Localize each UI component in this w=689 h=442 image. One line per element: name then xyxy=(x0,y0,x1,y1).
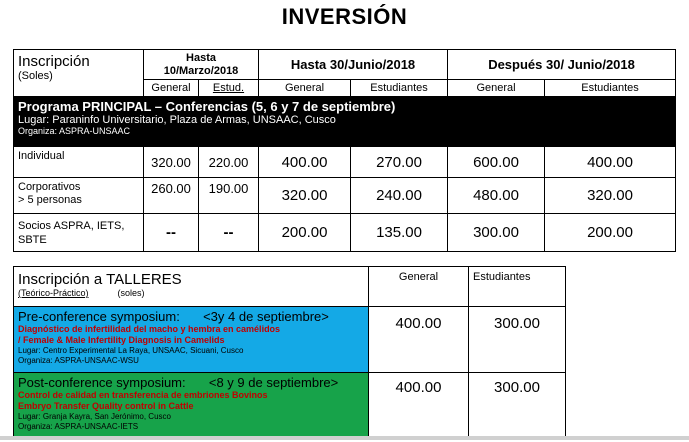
cell-estudiantes-3: 200.00 xyxy=(545,214,676,252)
registration-table xyxy=(13,49,676,252)
workshops-sub-right: (soles) xyxy=(117,288,145,298)
workshops-sub xyxy=(18,288,364,298)
program-lugar: Lugar: Paraninfo Universitario, Plaza de Armas, UNSAAC, Cusco xyxy=(18,114,336,126)
post-conference-general: 400.00 xyxy=(369,373,469,437)
inscripcion-sub: (Soles) xyxy=(18,70,53,82)
pre-conference-line1: Diagnóstico de infertilidad del macho y hembra en camélidos xyxy=(18,324,281,334)
row-label: Individual xyxy=(14,147,144,178)
post-conference-estudiantes: 300.00 xyxy=(469,373,566,437)
page-title: INVERSIÓN xyxy=(281,4,408,29)
program-title: Programa PRINCIPAL – Conferencias (5, 6 y 7 de septiembre) xyxy=(18,99,396,114)
pre-conference-lugar: Lugar: Centro Experimental La Raya, UNSAAC, Sicuani, Cusco xyxy=(18,346,244,355)
pre-conference-dates: <3y 4 de septiembre> xyxy=(203,309,329,324)
post-conference-organiza: Organiza: ASPRA-UNSAAC-IETS xyxy=(18,422,139,431)
workshops-header xyxy=(14,267,369,307)
inscripcion-label: Inscripción xyxy=(18,53,90,70)
row-label: Socios ASPRA, IETS, SBTE xyxy=(14,214,144,252)
workshops-table xyxy=(13,266,566,437)
post-conference-info xyxy=(14,373,369,437)
col-group-march xyxy=(144,50,259,80)
sub-general-2: General xyxy=(259,80,351,97)
workshops-col-estudiantes: Estudiantes xyxy=(469,267,566,307)
row-label: Corporativos > 5 personas xyxy=(14,178,144,214)
cell-general-3: 480.00 xyxy=(448,178,545,214)
cell-general-2: 320.00 xyxy=(259,178,351,214)
post-conference-heading-left: Post-conference symposium: xyxy=(18,375,186,390)
cell-general-2: 400.00 xyxy=(259,147,351,178)
cell-estudiantes-2: 240.00 xyxy=(351,178,448,214)
cell-general-3: 300.00 xyxy=(448,214,545,252)
pre-conference-heading xyxy=(18,309,364,324)
cell-general-1: 260.00 xyxy=(144,178,199,214)
table-row xyxy=(14,178,676,214)
pre-conference-row xyxy=(14,307,566,373)
cell-general-2: 200.00 xyxy=(259,214,351,252)
pre-conference-general: 400.00 xyxy=(369,307,469,373)
cell-estudiantes-3: 320.00 xyxy=(545,178,676,214)
cell-general-1: -- xyxy=(144,214,199,252)
cell-estud-1: 190.00 xyxy=(199,178,259,214)
cell-estud-1: 220.00 xyxy=(199,147,259,178)
col-group-june: Hasta 30/Junio/2018 xyxy=(259,50,448,80)
program-banner xyxy=(14,97,676,147)
table-row xyxy=(14,214,676,252)
post-conference-lugar: Lugar: Granja Kayra, San Jerónimo, Cusco xyxy=(18,412,171,421)
bottom-divider xyxy=(0,436,689,440)
pre-conference-organiza: Organiza: ASPRA-UNSAAC-WSU xyxy=(18,356,139,365)
program-organiza: Organiza: ASPRA-UNSAAC xyxy=(18,126,131,136)
cell-estud-1: -- xyxy=(199,214,259,252)
cell-general-1: 320.00 xyxy=(144,147,199,178)
post-conference-line2: Embryo Transfer Quality control in Cattle xyxy=(18,401,194,411)
pre-conference-heading-left: Pre-conference symposium: xyxy=(18,309,180,324)
cell-estudiantes-2: 135.00 xyxy=(351,214,448,252)
sub-general-1: General xyxy=(144,80,199,97)
post-conference-row xyxy=(14,373,566,437)
table-row xyxy=(14,147,676,178)
post-conference-heading xyxy=(18,375,364,390)
pre-conference-line2: / Female & Male Infertility Diagnosis in Camelids xyxy=(18,335,225,345)
sub-estudiantes-2: Estudiantes xyxy=(351,80,448,97)
post-conference-dates: <8 y 9 de septiembre> xyxy=(208,375,339,390)
cell-estudiantes-3: 400.00 xyxy=(545,147,676,178)
pre-conference-estudiantes: 300.00 xyxy=(469,307,566,373)
sub-general-3: General xyxy=(448,80,545,97)
workshops-title: Inscripción a TALLERES xyxy=(18,271,182,288)
sub-estudiantes-3: Estudiantes xyxy=(545,80,676,97)
workshops-col-general: General xyxy=(369,267,469,307)
inscripcion-header xyxy=(14,50,144,97)
col-group-march-line1: Hasta xyxy=(186,51,216,64)
pre-conference-info xyxy=(14,307,369,373)
cell-general-3: 600.00 xyxy=(448,147,545,178)
col-group-after-june: Después 30/ Junio/2018 xyxy=(448,50,676,80)
sub-estud-1: Estud. xyxy=(199,80,259,97)
workshops-sub-left: (Teórico-Práctico) xyxy=(18,288,89,298)
cell-estudiantes-2: 270.00 xyxy=(351,147,448,178)
col-group-march-line2: 10/Marzo/2018 xyxy=(163,64,239,77)
post-conference-line1: Control de calidad en transferencia de embriones Bovinos xyxy=(18,390,268,400)
